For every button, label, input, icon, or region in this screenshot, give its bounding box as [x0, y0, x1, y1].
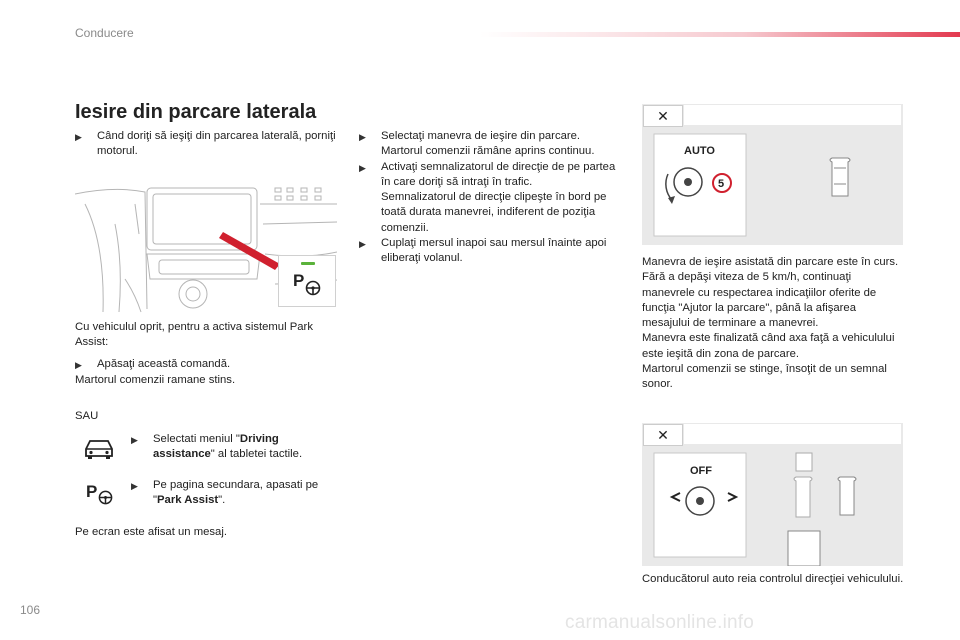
left-message: Pe ecran este afisat un mesaj.	[75, 526, 227, 538]
middle-step-1-text: Selectaţi manevra de ieşire din parcare.	[381, 130, 581, 142]
park-assist-button-callout[interactable]	[278, 255, 336, 307]
right-paragraph-1-line-2: Fără a depăşi viteza de 5 km/h, continuaţi manevrele cu respectarea indicaţiilor oferite de funcţia "Ajutor la parcare", până la afişarea mesajului de terminare a manevrei.	[642, 271, 877, 330]
driving-assistance-menu-name: Driving assistance	[153, 433, 279, 461]
or-label: SAU	[75, 410, 99, 422]
parked-car-front	[796, 453, 812, 471]
step4-pre: Pe pagina secundara, apasati pe "	[153, 479, 319, 507]
figure-off-maneuver	[642, 423, 903, 566]
middle-step-2-text: Activaţi semnalizatorul de direcţie de pe partea în care doriţi să intraţi în trafic.	[381, 160, 616, 188]
bullet-arrow-icon: ▶	[359, 239, 366, 250]
bullet-arrow-icon: ▶	[75, 360, 82, 370]
section-label: Conducere	[75, 26, 134, 40]
step4-post: ".	[218, 494, 226, 507]
steering-wheel-hub	[684, 178, 692, 186]
steering-wheel-icon	[305, 280, 321, 296]
middle-step-2	[359, 160, 621, 236]
parking-space	[788, 531, 820, 566]
middle-step-3	[359, 236, 621, 267]
step3-pre: Selectati meniul "	[153, 433, 240, 445]
steering-wheel-icon	[98, 490, 113, 505]
left-step-2-note: Martorul comenzii ramane stins.	[75, 374, 236, 387]
step3-post: " al tabletei tactile.	[210, 448, 303, 461]
park-assist-option-name: Park Assist	[157, 494, 219, 507]
right-paragraph-1-line-4: Martorul comenzii se stinge, însoţit de un semnal sonor.	[642, 363, 887, 391]
left-step-4	[131, 478, 336, 509]
right-paragraph-1-line-1: Manevra de ieşire asistată din parcare este în curs.	[642, 256, 899, 268]
left-step-1	[75, 129, 337, 160]
left-intro: Cu vehiculul oprit, pentru a activa sistemul Park Assist:	[75, 321, 313, 349]
left-step-3	[131, 432, 336, 463]
middle-step-3-text: Cuplaţi mersul inapoi sau mersul înainte apoi eliberaţi volanul.	[381, 237, 607, 265]
close-icon: ✕	[657, 107, 669, 124]
middle-step-2-note: Semnalizatorul de direcţie clipeşte în bord pe toată durata manevrei, indiferent de poziţia comenzii.	[381, 191, 607, 234]
watermark: carmanualsonline.info	[565, 612, 755, 633]
park-assist-page-icon	[84, 481, 118, 507]
auto-diagram	[642, 104, 903, 245]
bullet-arrow-icon: ▶	[359, 162, 366, 173]
header-rule	[480, 32, 960, 37]
bullet-arrow-icon: ▶	[131, 435, 138, 445]
parked-car-rear	[794, 477, 812, 517]
car-top-view-icon	[830, 158, 850, 196]
car-top-view-icon	[838, 477, 856, 515]
bullet-arrow-icon: ▶	[131, 481, 138, 491]
page-title: Iesire din parcare laterala	[75, 101, 317, 123]
right-paragraph-1-line-3: Manevra este finalizată când axa faţă a vehiculului este ieşită din zona de parcare.	[642, 332, 895, 360]
close-icon: ✕	[657, 426, 669, 443]
figure-auto-maneuver	[642, 104, 903, 245]
right-paragraph-1	[642, 255, 904, 393]
page-number: 106	[20, 603, 41, 617]
bullet-arrow-icon: ▶	[359, 132, 366, 142]
off-diagram	[642, 423, 903, 566]
middle-step-1-note: Martorul comenzii rămâne aprins continuu.	[381, 145, 595, 158]
off-label: OFF	[690, 465, 712, 477]
steering-wheel-hub	[696, 497, 704, 505]
speed-limit-value: 5	[718, 178, 725, 190]
park-assist-p-label: P	[293, 271, 305, 290]
bullet-arrow-icon: ▶	[75, 132, 82, 142]
car-icon	[82, 437, 116, 461]
middle-step-1	[359, 129, 621, 160]
auto-label: AUTO	[684, 145, 715, 157]
middle-instructions	[359, 129, 621, 267]
left-step-2	[75, 357, 337, 389]
park-assist-icon-p: P	[86, 482, 98, 501]
left-step-2-text: Apăsaţi această comandă.	[97, 358, 231, 370]
indicator-light	[301, 262, 315, 265]
right-paragraph-2: Conducătorul auto reia controlul direcţiei vehiculului.	[642, 573, 904, 585]
left-step-1-text: Când doriţi să ieşiţi din parcarea laterală, porniţi motorul.	[97, 130, 336, 158]
